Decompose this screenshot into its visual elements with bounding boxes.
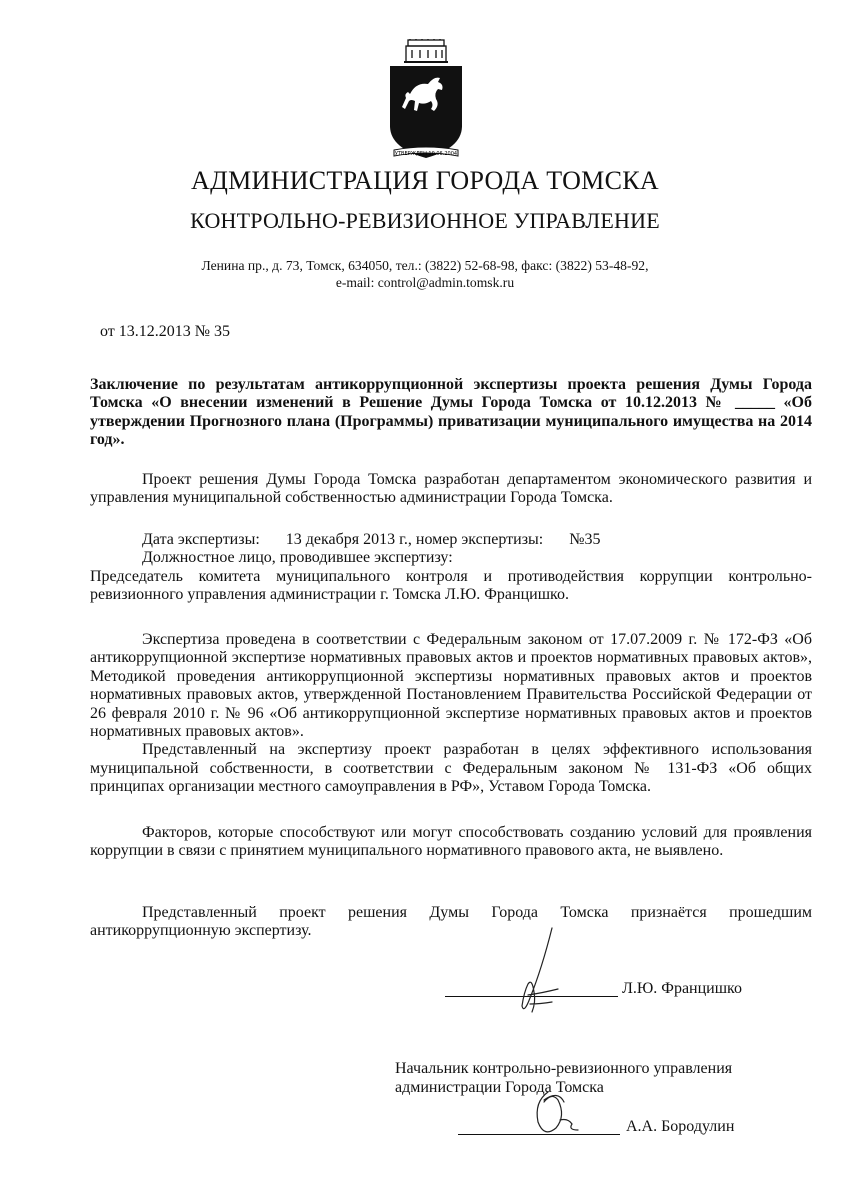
expertise-details	[90, 531, 812, 605]
address-line: Ленина пр., д. 73, Томск, 634050, тел.: (3822) 52-68-98, факс: (3822) 53-48-92,	[201, 258, 649, 273]
position-line-2: администрации Города Томска	[395, 1079, 604, 1096]
factors-paragraph: Факторов, которые способствуют или могут способствовать созданию условий для проявления коррупции в связи с принятием муниципального нормативного правового акта, не выявлено.	[90, 824, 812, 860]
shield-icon	[390, 66, 462, 158]
signature-line-2	[458, 1134, 620, 1135]
official-value: Председатель комитета муниципального контроля и противодействия коррупции контрольно-ревизионного управления администрации г. Томска Л.Ю. Францишко.	[90, 567, 812, 604]
purpose-paragraph: Представленный на экспертизу проект разработан в целях эффективного использования муниципальной собственности, в соответствии с Федеральным законом № 131-ФЗ «Об общих принципах организации местного самоуправления в РФ», Уставом Города Томска.	[90, 741, 812, 796]
official-label: Должностное лицо, проводившее экспертизу:	[142, 549, 453, 567]
position-line-1: Начальник контрольно-ревизионного управления	[395, 1060, 733, 1077]
signature-2-stroke	[537, 1092, 578, 1132]
email-line: e-mail: control@admin.tomsk.ru	[335, 275, 515, 290]
expertise-date-label: Дата экспертизы:	[142, 531, 260, 548]
department-title: КОНТРОЛЬНО-РЕВИЗИОННОЕ УПРАВЛЕНИЕ	[190, 208, 660, 233]
conclusion-title: Заключение по результатам антикоррупционной экспертизы проекта решения Думы Города Томска «О внесении изменений в Решение Думы Города Томска от 10.12.2013 № _____ «Об утверждении Прогнозного плана (Программы) приватизации муниципального имущества на 2014 год».	[90, 376, 812, 449]
developer-paragraph: Проект решения Думы Города Томска разработан департаментом экономического развития и управления муниципальной собственностью администрации Города Томска.	[90, 471, 812, 507]
signatory-2-name: А.А. Бородулин	[626, 1118, 735, 1135]
crown-icon	[404, 39, 448, 62]
signatory-1-name: Л.Ю. Францишко	[622, 980, 743, 997]
organization-title: АДМИНИСТРАЦИЯ ГОРОДА ТОМСКА	[191, 166, 659, 195]
legal-basis-section	[90, 631, 812, 797]
document-date: от 13.12.2013 № 35	[100, 323, 231, 340]
expertise-date-value: 13 декабря 2013 г., номер экспертизы:	[285, 531, 544, 548]
expertise-date-row	[90, 531, 812, 549]
signatory-2-position	[395, 1059, 732, 1097]
signature-line-1	[445, 996, 618, 997]
expertise-number: №35	[569, 531, 601, 548]
law-paragraph: Экспертиза проведена в соответствии с Федеральным законом от 17.07.2009 г. № 172-ФЗ «Об антикоррупционной экспертизе нормативных правовых актов и проектов нормативных правовых актов», Методикой проведения антикоррупционной экспертизы нормативных правовых актов и проектов нормативных правовых актов, утвержденной Постановлением Правительства Российской Федерации от 26 февраля 2010 г. № 96 «Об антикоррупционной экспертизе нормативных правовых актов и проектов нормативных правовых актов».	[90, 631, 812, 741]
crest-motto: УТВЕРЖДЕН 10.06.2004	[394, 151, 458, 157]
contact-address	[0, 257, 850, 291]
result-paragraph: Представленный проект решения Думы Города Томска признаётся прошедшим антикоррупционную экспертизу.	[90, 904, 812, 940]
city-coat-of-arms	[386, 38, 466, 164]
ribbon	[394, 147, 458, 157]
